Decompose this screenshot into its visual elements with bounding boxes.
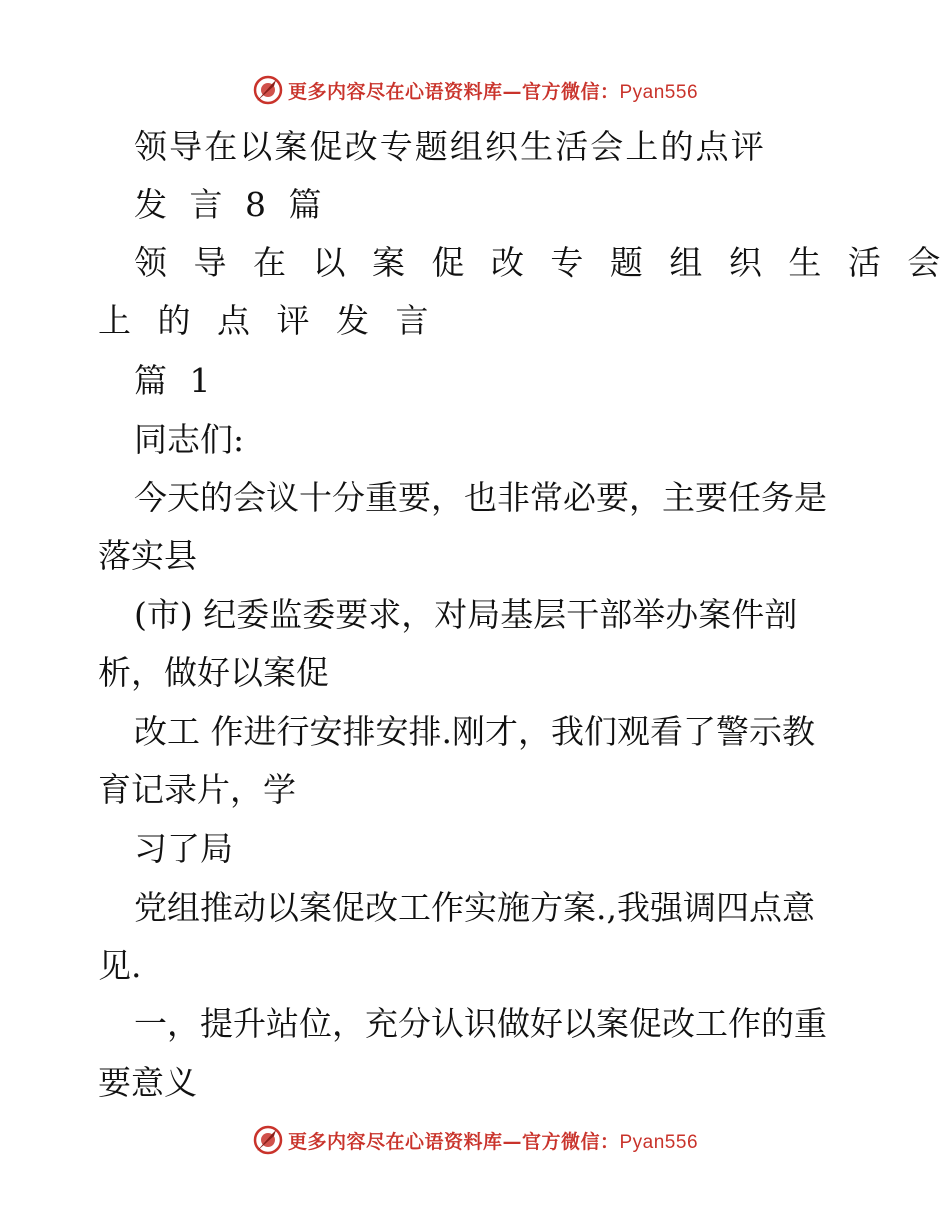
doc-title-line-1: 领导在以案促改专题组织生活会上的点评 [134,127,766,166]
doc-paragraph-line: 育记录片，学 [98,770,296,809]
doc-paragraph-line: 析，做好以案促 [98,653,329,692]
doc-paragraph-line: 见. [98,946,142,985]
doc-paragraph-line: (市) 纪委监委要求，对局基层干部举办案件剖 [134,595,798,634]
doc-heading-line: 一，提升站位，充分认识做好以案促改工作的重 [134,1004,827,1043]
doc-section-label: 篇 1 [134,361,217,400]
doc-subtitle-line-1: 领 导 在 以 案 促 改 专 题 组 织 生 活 会 [134,243,949,282]
doc-paragraph-line: 改工 作进行安排安排.刚才，我们观看了警示教 [134,712,815,751]
doc-paragraph-line: 今天的会议十分重要，也非常必要，主要任务是 [134,478,827,517]
header-banner-text: 更多内容尽在心语资料库—官方微信：Pyan556 [287,80,699,103]
doc-subtitle-line-2: 上 的 点 评 发 言 [98,301,437,340]
quill-circle-logo-icon [252,1124,284,1156]
doc-paragraph-line: 落实县 [98,536,197,575]
doc-salutation: 同志们: [134,420,245,459]
doc-paragraph-line: 习了局 [134,829,233,868]
header-banner [0,70,950,110]
doc-paragraph-line: 党组推动以案促改工作实施方案.,我强调四点意 [134,888,815,927]
doc-heading-line: 要意义 [98,1063,197,1102]
footer-banner [0,1120,950,1160]
footer-banner-text: 更多内容尽在心语资料库—官方微信：Pyan556 [287,1130,699,1153]
quill-circle-logo-icon [252,74,284,106]
doc-title-line-2: 发 言 8 篇 [134,185,328,224]
